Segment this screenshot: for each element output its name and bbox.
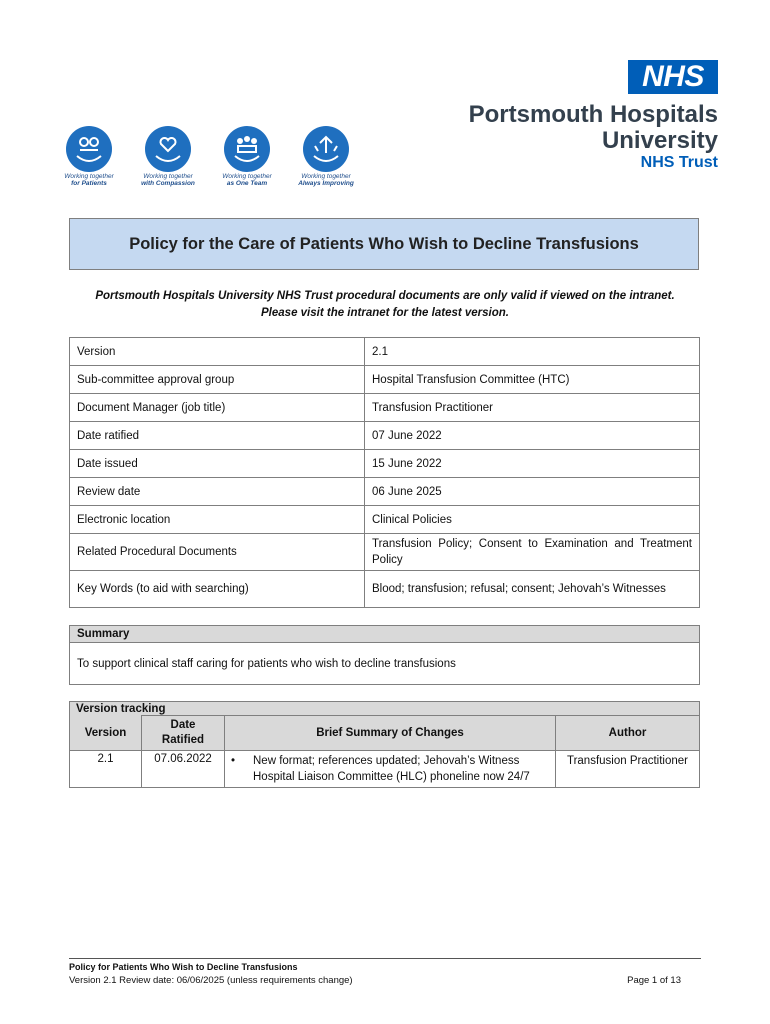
policy-title-box bbox=[69, 218, 699, 270]
document-info-table bbox=[69, 337, 700, 608]
value-caption-line1: Working together bbox=[64, 173, 114, 180]
change-text: New format; references updated; Jehovah’s Witness Hospital Liaison Committee (HLC) phoneline now 24/7 bbox=[253, 755, 530, 783]
team-hands-icon bbox=[221, 125, 273, 173]
value-improving bbox=[297, 125, 355, 187]
info-value: 06 June 2025 bbox=[365, 478, 700, 506]
validity-notice bbox=[60, 288, 710, 322]
col-header-changes: Brief Summary of Changes bbox=[225, 716, 556, 751]
summary-table bbox=[69, 625, 700, 685]
info-value: 2.1 bbox=[365, 338, 700, 366]
summary-heading: Summary bbox=[70, 626, 700, 643]
info-value: Transfusion Practitioner bbox=[365, 394, 700, 422]
notice-line2: Please visit the intranet for the latest version. bbox=[261, 307, 509, 319]
table-row bbox=[70, 571, 700, 608]
value-caption-line1: Working together bbox=[222, 173, 272, 180]
footer-meta-row bbox=[69, 975, 701, 986]
table-row bbox=[70, 751, 700, 788]
version-tracking-heading: Version tracking bbox=[70, 702, 700, 716]
cell-version: 2.1 bbox=[70, 751, 142, 788]
value-caption-line2: as One Team bbox=[226, 180, 268, 187]
table-row bbox=[70, 366, 700, 394]
org-name-line1: Portsmouth Hospitals bbox=[468, 101, 718, 128]
patients-hands-icon bbox=[63, 125, 115, 173]
heart-hands-icon bbox=[142, 125, 194, 173]
table-row bbox=[70, 394, 700, 422]
page-number: Page 1 of 13 bbox=[627, 975, 681, 986]
info-key: Date ratified bbox=[70, 422, 365, 450]
value-caption-line1: Working together bbox=[301, 173, 351, 180]
col-header-version: Version bbox=[70, 716, 142, 751]
version-tracking-table bbox=[69, 701, 700, 788]
info-key: Date issued bbox=[70, 450, 365, 478]
bullet-marker: • bbox=[231, 755, 236, 767]
info-key: Sub-committee approval group bbox=[70, 366, 365, 394]
trust-values bbox=[60, 125, 360, 195]
info-value: Blood; transfusion; refusal; consent; Jehovah’s Witnesses bbox=[365, 571, 700, 608]
notice-line1: Portsmouth Hospitals University NHS Trust procedural documents are only valid if viewed on the intranet. bbox=[95, 290, 675, 302]
info-key: Review date bbox=[70, 478, 365, 506]
table-header-row bbox=[70, 716, 700, 751]
col-header-author: Author bbox=[556, 716, 700, 751]
cell-changes bbox=[225, 751, 556, 788]
nhs-trust-logo bbox=[453, 60, 718, 172]
info-key: Document Manager (job title) bbox=[70, 394, 365, 422]
table-row bbox=[70, 338, 700, 366]
policy-title: Policy for the Care of Patients Who Wish to Decline Transfusions bbox=[129, 234, 639, 253]
org-name-line3: NHS Trust bbox=[640, 154, 718, 171]
col-header-date: Date Ratified bbox=[142, 716, 225, 751]
cell-date: 07.06.2022 bbox=[142, 751, 225, 788]
table-row bbox=[70, 478, 700, 506]
info-value: 15 June 2022 bbox=[365, 450, 700, 478]
table-row bbox=[70, 450, 700, 478]
info-key: Related Procedural Documents bbox=[70, 534, 365, 571]
nhs-logo-box: NHS bbox=[628, 60, 718, 94]
value-caption-line2: for Patients bbox=[71, 180, 107, 187]
value-compassion bbox=[139, 125, 197, 187]
value-patients bbox=[60, 125, 118, 187]
table-row bbox=[70, 506, 700, 534]
info-value: Clinical Policies bbox=[365, 506, 700, 534]
arrows-hands-icon bbox=[300, 125, 352, 173]
table-row bbox=[70, 534, 700, 571]
info-key: Version bbox=[70, 338, 365, 366]
info-key: Key Words (to aid with searching) bbox=[70, 571, 365, 608]
info-value: 07 June 2022 bbox=[365, 422, 700, 450]
table-row bbox=[70, 422, 700, 450]
footer-title: Policy for Patients Who Wish to Decline Transfusions bbox=[69, 962, 298, 972]
info-value: Hospital Transfusion Committee (HTC) bbox=[365, 366, 700, 394]
summary-text: To support clinical staff caring for patients who wish to decline transfusions bbox=[70, 643, 700, 685]
info-key: Electronic location bbox=[70, 506, 365, 534]
footer-version-info: Version 2.1 Review date: 06/06/2025 (unless requirements change) bbox=[69, 975, 353, 986]
org-name-line2: University bbox=[601, 127, 718, 154]
value-one-team bbox=[218, 125, 276, 187]
cell-author: Transfusion Practitioner bbox=[556, 751, 700, 788]
value-caption-line1: Working together bbox=[143, 173, 193, 180]
page-footer bbox=[69, 958, 701, 986]
value-caption-line2: with Compassion bbox=[141, 180, 195, 187]
value-caption-line2: Always Improving bbox=[298, 180, 354, 187]
info-value: Transfusion Policy; Consent to Examination and Treatment Policy bbox=[365, 534, 700, 571]
